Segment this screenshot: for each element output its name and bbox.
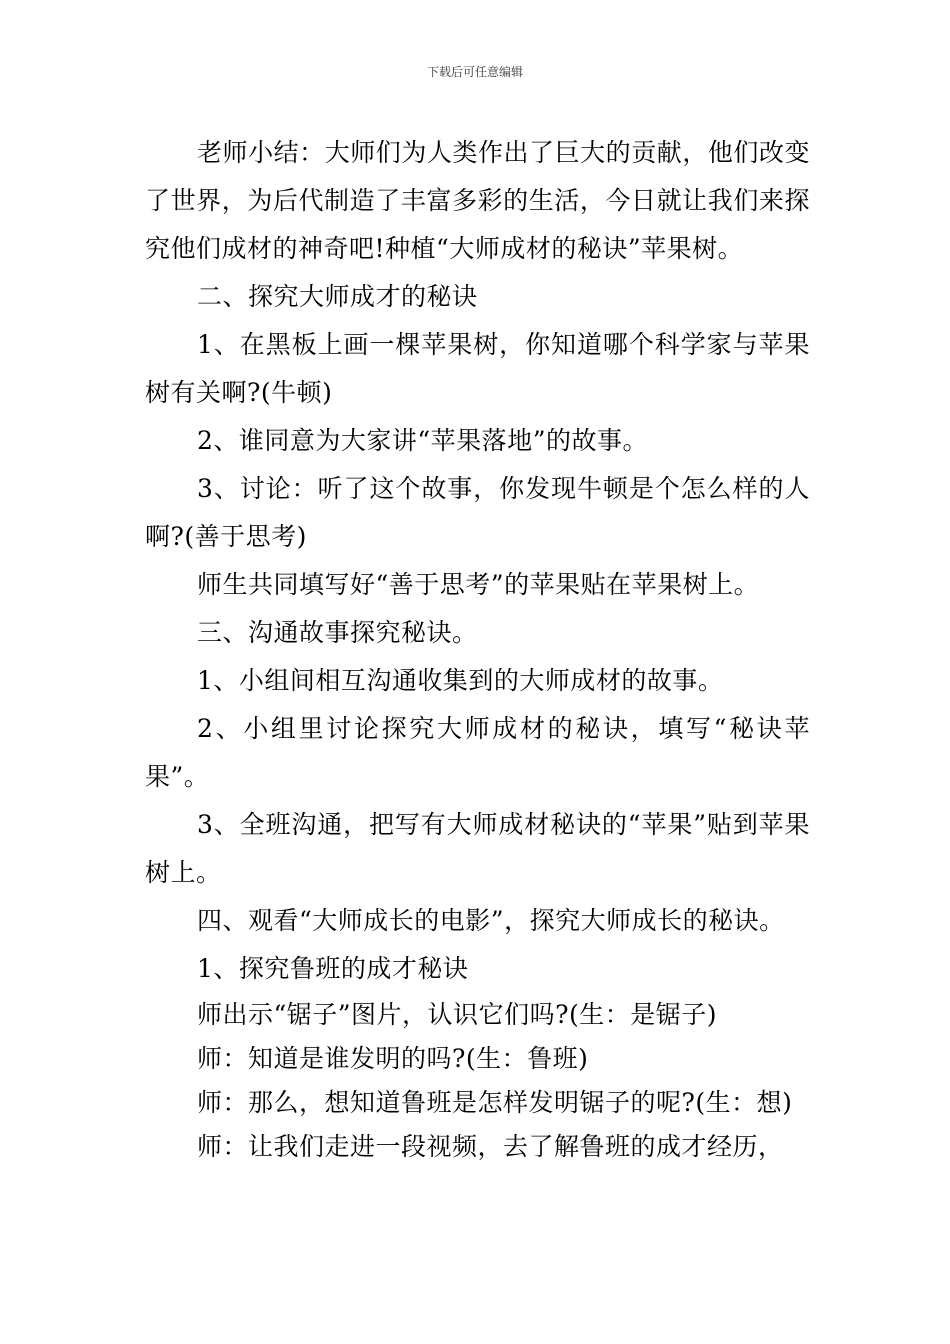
dialogue-line-4: 师：让我们走进一段视频，去了解鲁班的成才经历，: [197, 1132, 784, 1161]
paragraph-step-1: 1、在黑板上画一棵苹果树，你知道哪个科学家与苹果树有关啊?(牛顿): [145, 330, 810, 407]
dialogue-line-3: 师：那么，想知道鲁班是怎样发明锯子的呢?(生：想): [197, 1088, 793, 1117]
section-heading-4: 四、观看“大师成长的电影”，探究大师成长的秘诀。: [197, 906, 785, 935]
paragraph-fill-apple: 师生共同填写好“善于思考”的苹果贴在苹果树上。: [197, 570, 760, 599]
paragraph-class-share: 3、全班沟通，把写有大师成材秘诀的“苹果”贴到苹果树上。: [145, 810, 810, 887]
paragraph-luban-heading: 1、探究鲁班的成才秘诀: [197, 954, 469, 983]
paragraph-step-3: 3、讨论：听了这个故事，你发现牛顿是个怎么样的人啊?(善于思考): [145, 474, 810, 551]
paragraph-teacher-summary: 老师小结：大师们为人类作出了巨大的贡献，他们改变了世界，为后代制造了丰富多彩的生活，今日就让我们来探究他们成材的神奇吧!种植“大师成材的秘诀”苹果树。: [145, 138, 810, 263]
section-heading-3: 三、沟通故事探究秘诀。: [197, 618, 478, 647]
dialogue-line-2: 师：知道是谁发明的吗?(生：鲁班): [197, 1044, 589, 1073]
document-body: [145, 129, 810, 1169]
section-heading-2: 二、探究大师成才的秘诀: [197, 282, 478, 311]
dialogue-line-1: 师出示“锯子”图片，认识它们吗?(生：是锯子): [197, 1000, 717, 1029]
paragraph-group-discuss: 2、小组里讨论探究大师成材的秘诀，填写“秘诀苹果”。: [145, 714, 810, 791]
paragraph-step-2: 2、谁同意为大家讲“苹果落地”的故事。: [197, 426, 648, 455]
paragraph-group-share: 1、小组间相互沟通收集到的大师成材的故事。: [197, 666, 724, 695]
page-header-note: 下载后可任意编辑: [426, 65, 523, 79]
